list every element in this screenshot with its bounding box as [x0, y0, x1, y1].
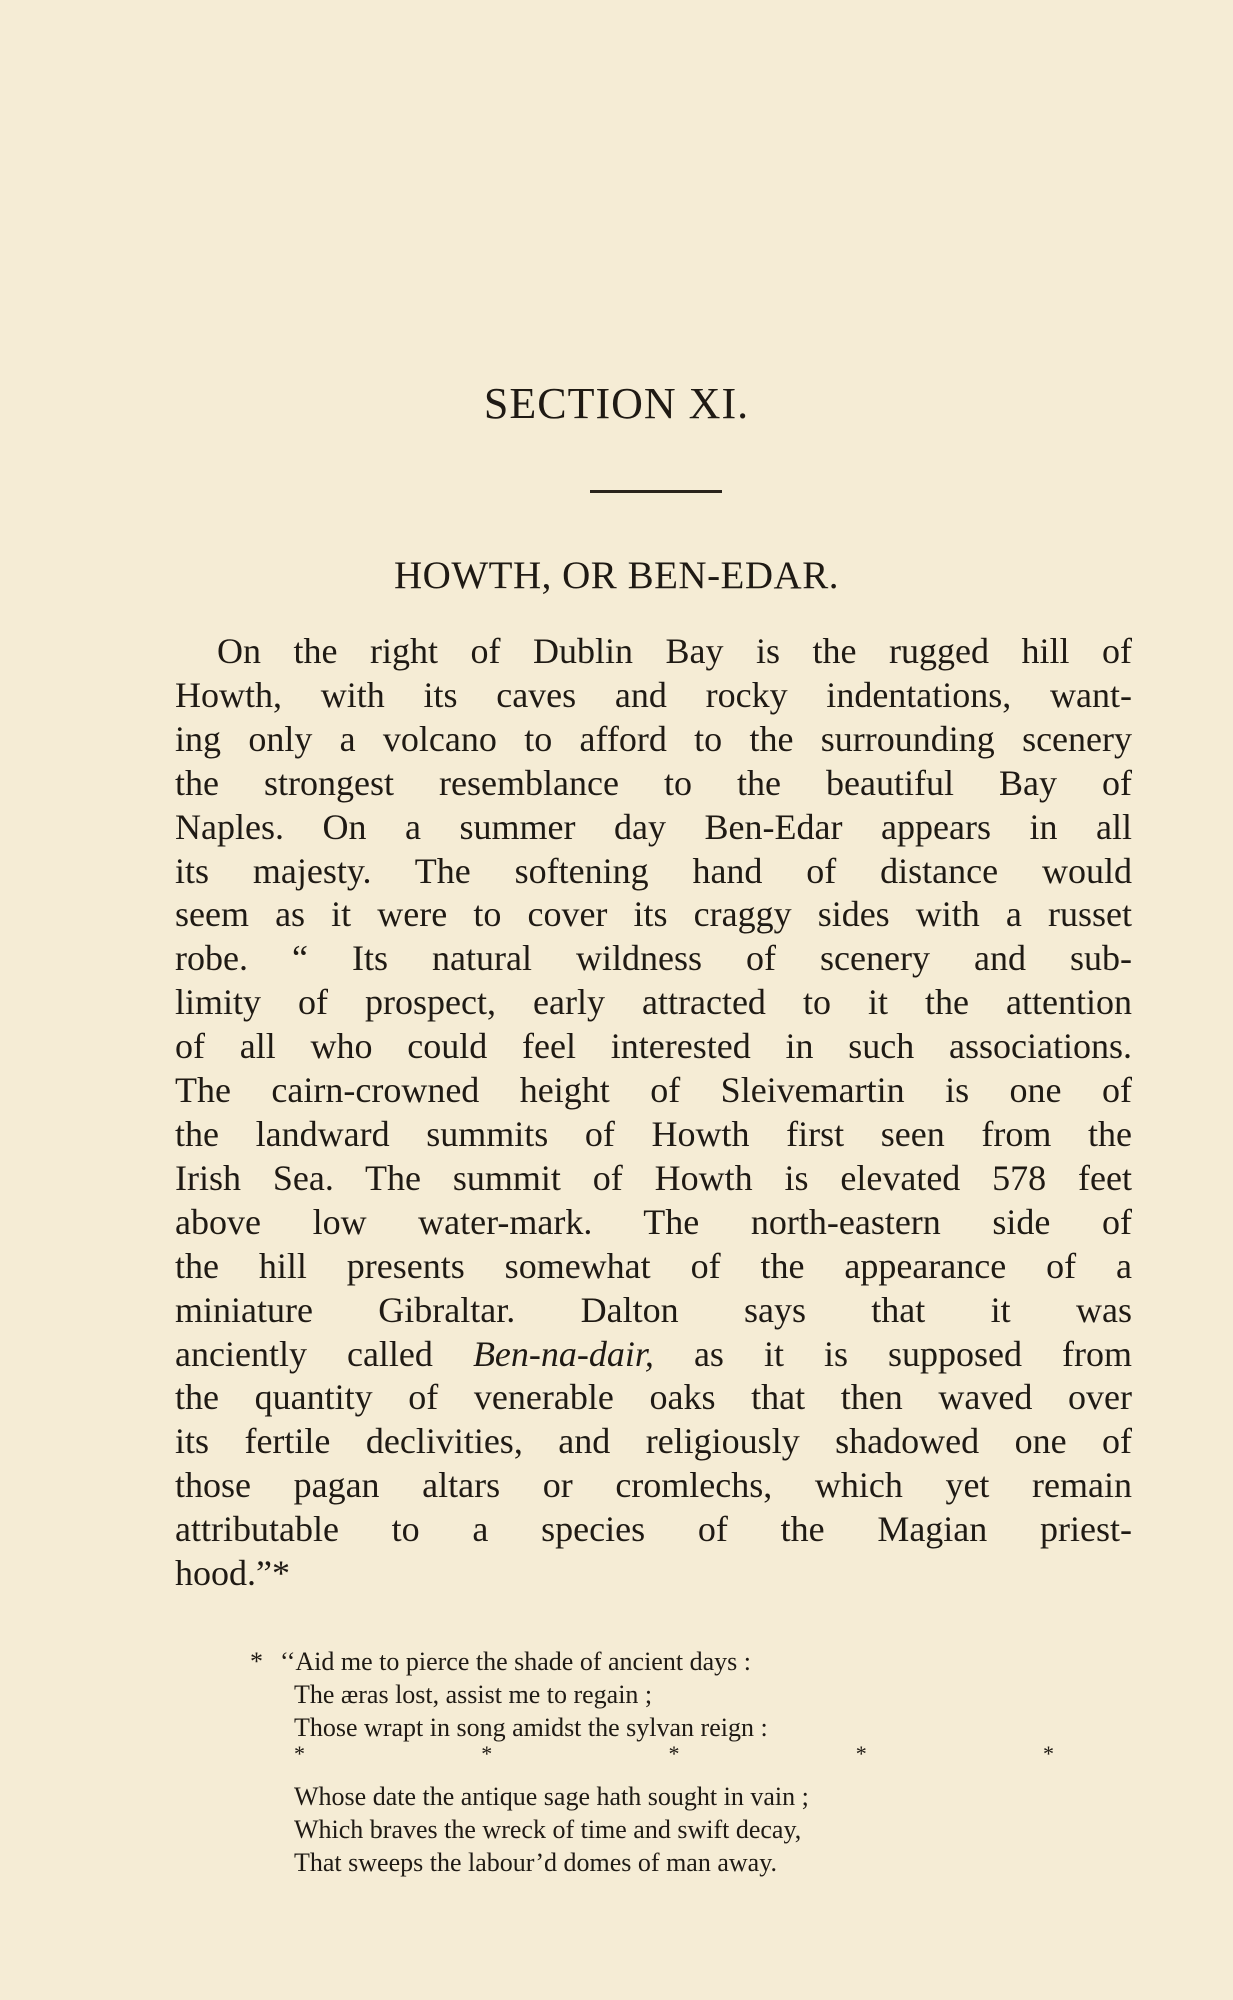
section-title: SECTION XI. [483, 379, 750, 428]
paragraph-line: Howth, with its caves and rocky indentations, want- [175, 674, 1132, 715]
footnote-line: That sweeps the labour’d domes of man away. [294, 1848, 778, 1877]
star-mark: * [294, 1741, 305, 1766]
footnote-line: Whose date the antique sage hath sought in vain ; [294, 1782, 809, 1811]
paragraph-line-end: as it is supposed from [693, 1333, 1133, 1374]
paragraph-line: robe. “ Its natural wildness of scenery and sub- [175, 938, 1132, 979]
paragraph-line: the hill presents somewhat of the appearance of a [175, 1245, 1132, 1286]
paragraph-line: Naples. On a summer day Ben-Edar appears in all [175, 806, 1132, 847]
paragraph-line-with-italic [175, 1333, 1132, 1377]
paragraph-line: limity of prospect, early attracted to it the attention [175, 982, 1132, 1023]
star-mark: * [855, 1741, 867, 1766]
footnote-line: Which braves the wreck of time and swift decay, [294, 1815, 802, 1844]
footnote-ellipsis-stars [294, 1741, 1054, 1770]
paragraph-line: ing only a volcano to afford to the surrounding scenery [175, 718, 1132, 759]
paragraph-line: On the right of Dublin Bay is the rugged hill of [217, 631, 1132, 671]
paragraph-line: seem as it were to cover its craggy sides with a russet [175, 894, 1132, 935]
paragraph-line: its majesty. The softening hand of distance would [175, 850, 1132, 891]
paragraph-line-start: anciently called [175, 1333, 433, 1374]
paragraph-line: hood.”* [175, 1553, 290, 1594]
footnote-line: The æras lost, assist me to regain ; [294, 1680, 653, 1709]
paragraph-line: the strongest resemblance to the beautiful Bay of [175, 762, 1132, 803]
star-mark: * [1043, 1741, 1054, 1766]
footnote [250, 1645, 1054, 1879]
paragraph-line: those pagan altars or cromlechs, which yet remain [175, 1465, 1132, 1506]
paragraph-line: above low water-mark. The north-eastern side of [175, 1201, 1132, 1242]
paragraph-line: attributable to a species of the Magian priest- [175, 1509, 1132, 1550]
footnote-marker: * [250, 1647, 263, 1676]
footnote-line: Those wrapt in song amidst the sylvan reign : [294, 1713, 768, 1742]
paragraph-line: of all who could feel interested in such associations. [175, 1026, 1132, 1067]
star-mark: * [668, 1741, 680, 1766]
star-mark: * [481, 1741, 493, 1766]
italic-term: Ben-na-dair, [472, 1333, 654, 1374]
body-paragraph [175, 630, 1132, 1596]
paragraph-line: the landward summits of Howth first seen from the [175, 1113, 1132, 1154]
footnote-gap [250, 1770, 1050, 1780]
footnote-line: ‘‘Aid me to pierce the shade of ancient days : [280, 1647, 751, 1676]
paragraph-line: its fertile declivities, and religiously shadowed one of [175, 1421, 1132, 1462]
paragraph-line: miniature Gibraltar. Dalton says that it was [175, 1289, 1132, 1330]
paragraph-line: the quantity of venerable oaks that then waved over [175, 1377, 1132, 1418]
paragraph-line: Irish Sea. The summit of Howth is elevated 578 feet [175, 1157, 1132, 1198]
footnote-first-line [250, 1645, 1050, 1678]
paragraph-line: The cairn-crowned height of Sleivemartin is one of [175, 1070, 1132, 1111]
chapter-heading: HOWTH, OR BEN-EDAR. [394, 554, 839, 597]
title-divider [590, 490, 722, 493]
